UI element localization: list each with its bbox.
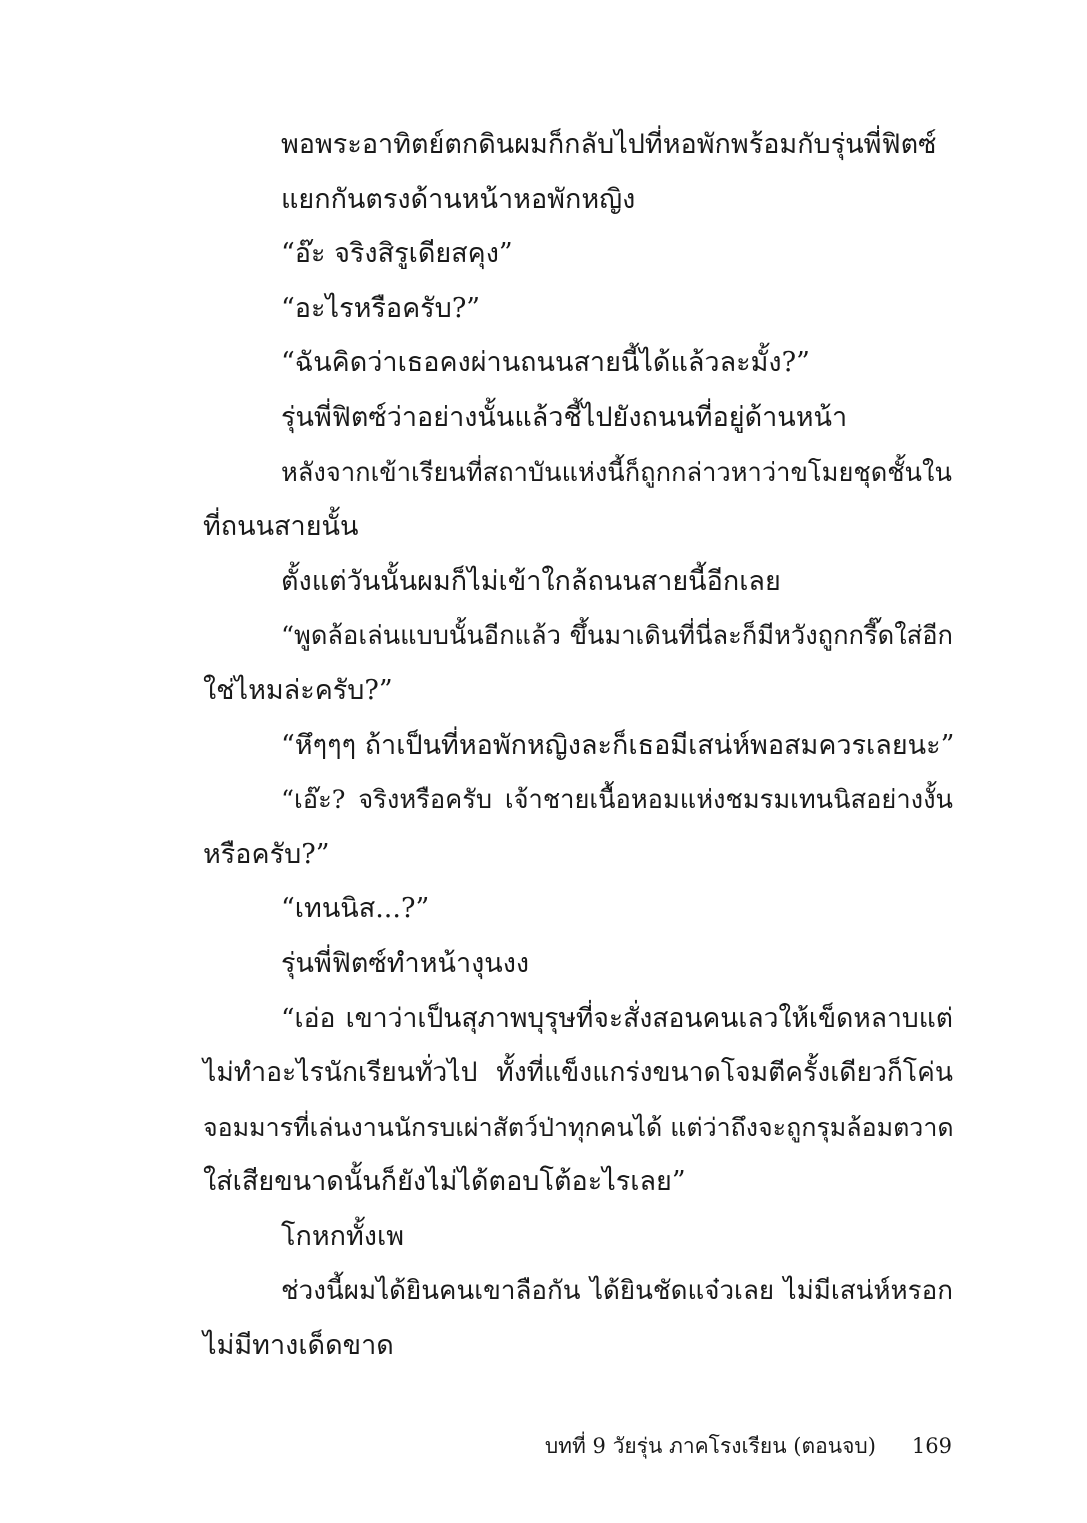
text-line: หรือครับ?” bbox=[203, 838, 330, 870]
text-line: ตั้งแต่วันนั้นผมก็ไม่เข้าใกล้ถนนสายนี้อีกเลย bbox=[281, 565, 781, 597]
text-line: ใช่ไหมล่ะครับ?” bbox=[203, 674, 393, 706]
text-line: ช่วงนี้ผมได้ยินคนเขาลือกัน ได้ยินชัดแจ๋วเลย ไม่มีเสน่ห์หรอก bbox=[281, 1276, 953, 1307]
text-line: รุ่นพี่ฟิตซ์ทำหน้างุนงง bbox=[281, 947, 530, 979]
body-text bbox=[203, 118, 953, 1374]
text-line: “เอ๊ะ? จริงหรือครับ เจ้าชายเนื้อหอมแห่งชมรมเทนนิสอย่างงั้น bbox=[281, 785, 953, 816]
text-line: ที่ถนนสายนั้น bbox=[203, 511, 359, 543]
text-line: แยกกันตรงด้านหน้าหอพักหญิง bbox=[281, 183, 636, 215]
text-line: จอมมารที่เล่นงานนักรบเผ่าสัตว์ป่าทุกคนได้ แต่ว่าถึงจะถูกรุมล้อมตวาด bbox=[203, 1112, 954, 1142]
text-line: “อ๊ะ จริงสิรูเดียสคุง” bbox=[281, 238, 513, 270]
page-footer bbox=[480, 1428, 952, 1464]
text-line: ไม่ทำอะไรนักเรียนทั่วไป ทั้งที่แข็งแกร่งขนาดโจมตีครั้งเดียวก็โค่น bbox=[203, 1057, 953, 1089]
text-line: “อะไรหรือครับ?” bbox=[281, 292, 481, 324]
text-line: พอพระอาทิตย์ตกดินผมก็กลับไปที่หอพักพร้อมกับรุ่นพี่ฟิตซ์ bbox=[281, 129, 937, 160]
page-number: 169 bbox=[911, 1434, 952, 1458]
text-line: ไม่มีทางเด็ดขาด bbox=[203, 1330, 394, 1362]
text-line: “หึๆๆๆ ถ้าเป็นที่หอพักหญิงละก็เธอมีเสน่ห์พอสมควรเลยนะ” bbox=[281, 729, 955, 761]
text-line: “เทนนิส...?” bbox=[281, 893, 430, 925]
text-line: โกหกทั้งเพ bbox=[281, 1220, 405, 1252]
text-line: ใส่เสียขนาดนั้นก็ยังไม่ได้ตอบโต้อะไรเลย” bbox=[203, 1166, 686, 1198]
chapter-title: บทที่ 9 วัยรุ่น ภาคโรงเรียน (ตอนจบ) bbox=[544, 1434, 876, 1458]
text-line: “ฉันคิดว่าเธอคงผ่านถนนสายนี้ได้แล้วละมั้ง?” bbox=[281, 347, 810, 379]
text-line: รุ่นพี่ฟิตซ์ว่าอย่างนั้นแล้วชี้ไปยังถนนที่อยู่ด้านหน้า bbox=[281, 401, 848, 433]
text-line: “เอ่อ เขาว่าเป็นสุภาพบุรุษที่จะสั่งสอนคนเลวให้เข็ดหลาบแต่ bbox=[281, 1002, 953, 1034]
text-line: “พูดล้อเล่นแบบนั้นอีกแล้ว ขึ้นมาเดินที่นี่ละก็มีหวังถูกกรี๊ดใส่อีก bbox=[281, 621, 953, 652]
text-line: หลังจากเข้าเรียนที่สถาบันแห่งนี้ก็ถูกกล่าวหาว่าขโมยชุดชั้นใน bbox=[281, 457, 952, 488]
